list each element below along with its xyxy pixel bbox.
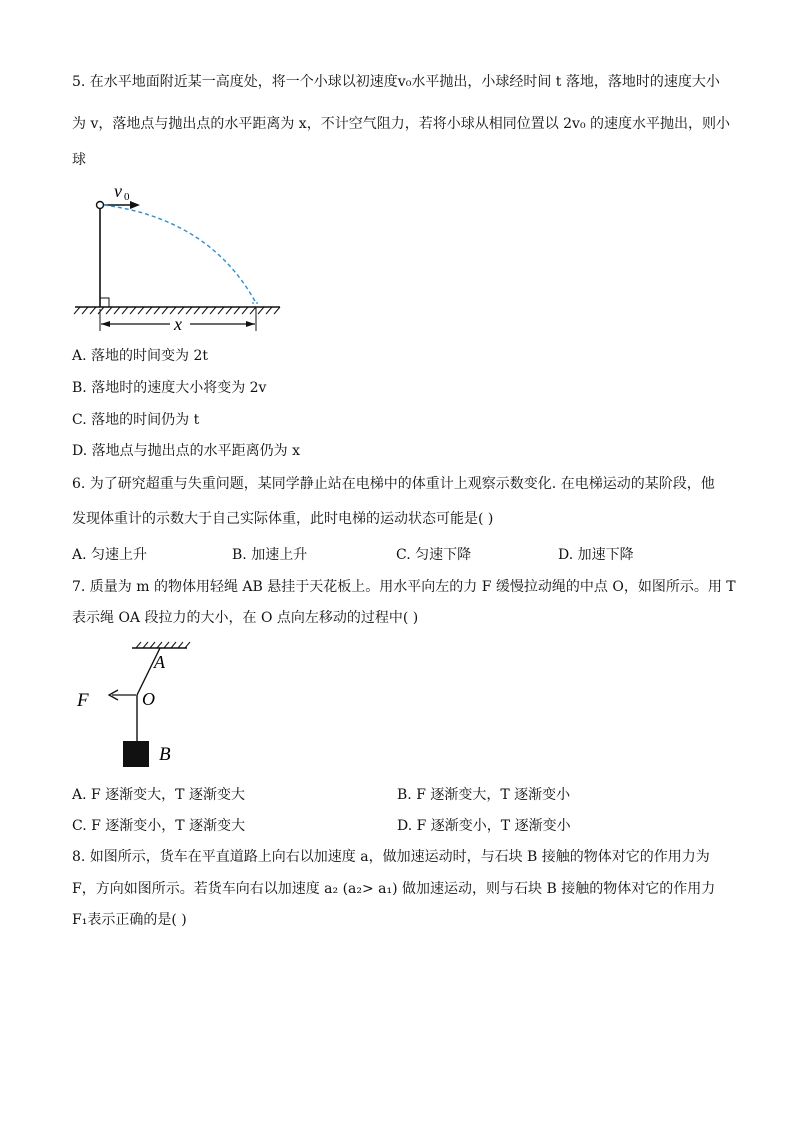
q6-option-c: C. 匀速下降: [396, 547, 472, 563]
ball-icon: [97, 202, 104, 209]
q5-option-d: D. 落地点与抛出点的水平距离仍为 x: [72, 443, 300, 459]
q6-option-b: B. 加速上升: [232, 547, 308, 563]
q7-option-d: D. F 逐渐变小，T 逐渐变小: [397, 818, 571, 834]
v0-label: v: [114, 181, 122, 201]
force-f-label: F: [77, 690, 89, 711]
q7-option-b: B. F 逐渐变大，T 逐渐变小: [397, 787, 571, 803]
velocity-arrow-icon: [130, 201, 140, 209]
q6-text-line-1: 6. 为了研究超重与失重问题，某同学静止站在电梯中的体重计上观察示数变化. 在电梯运动的某阶段，他: [72, 476, 715, 492]
point-a-label: A: [154, 652, 165, 672]
q5-text-line-3: 球: [72, 152, 86, 168]
block-b: [123, 741, 149, 767]
q5-text-line-2: 为 v，落地点与抛出点的水平距离为 x，不计空气阻力，若将小球从相同位置以 2v₀ 的速度水平抛出，则小: [72, 116, 731, 132]
q8-text-line-3: F₁表示正确的是( ): [72, 912, 187, 928]
q8-text-line-2: F，方向如图所示。若货车向右以加速度 a₂ (a₂> a₁) 做加速运动，则与石块 B 接触的物体对它的作用力: [72, 881, 716, 897]
q5-projectile-figure: [70, 175, 285, 335]
point-o-label: O: [142, 689, 155, 709]
block-b-label: B: [159, 744, 171, 765]
q8-text-line-1: 8. 如图所示，货车在平直道路上向右以加速度 a，做加速运动时，与石块 B 接触的物体对它的作用力为: [72, 849, 710, 865]
v0-subscript: 0: [124, 191, 130, 203]
q7-rope-figure: [72, 638, 202, 773]
q5-option-c: C. 落地的时间仍为 t: [72, 412, 200, 428]
q7-option-a: A. F 逐渐变大，T 逐渐变大: [72, 787, 245, 803]
q7-text-line-2: 表示绳 OA 段拉力的大小，在 O 点向左移动的过程中( ): [72, 610, 419, 626]
q5-option-a: A. 落地的时间变为 2t: [72, 348, 208, 364]
q6-text-line-2: 发现体重计的示数大于自己实际体重，此时电梯的运动状态可能是( ): [72, 511, 494, 527]
q5-option-b: B. 落地时的速度大小将变为 2v: [72, 380, 267, 396]
q7-option-c: C. F 逐渐变小，T 逐渐变大: [72, 818, 246, 834]
q6-option-a: A. 匀速上升: [72, 547, 148, 563]
q7-text-line-1: 7. 质量为 m 的物体用轻绳 AB 悬挂于天花板上。用水平向左的力 F 缓慢拉动绳的中点 O，如图所示。用 T: [72, 579, 736, 595]
q5-text-line-1: 5. 在水平地面附近某一高度处，将一个小球以初速度v₀水平抛出，小球经时间 t 落地，落地时的速度大小: [72, 74, 720, 90]
x-distance-label: x: [174, 314, 182, 334]
q6-option-d: D. 加速下降: [558, 547, 634, 563]
